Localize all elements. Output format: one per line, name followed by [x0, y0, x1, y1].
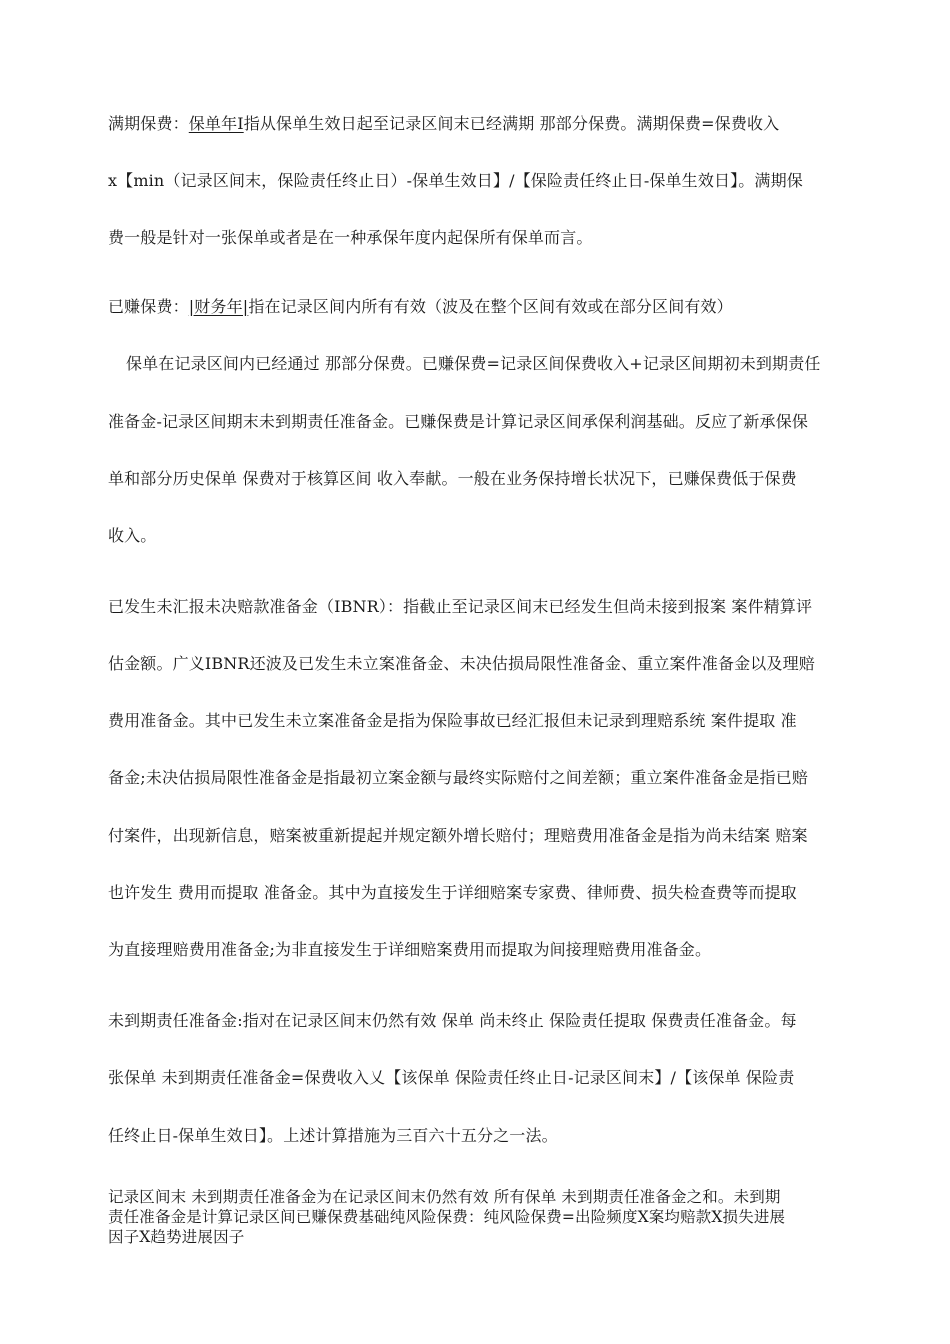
p4-line-1: 未到期责任准备金:指对在记录区间末仍然有效 保单 尚未终止 保险责任提取 保费责任准备金。每: [108, 1011, 797, 1030]
p3-line-3: 费用准备金。其中已发生未立案准备金是指为保险事故已经汇报但未记录到理赔系统 案件提取 准: [108, 711, 797, 730]
p5-line-1: 记录区间末 未到期责任准备金为在记录区间末仍然有效 所有保单 未到期责任准备金之和。未到期: [108, 1188, 781, 1206]
p3-line-4: 备金;未决估损局限性准备金是指最初立案金额与最终实际赔付之间差额；重立案件准备金是指已赔: [108, 768, 808, 787]
p3-line-7: 为直接理赔费用准备金;为非直接发生于详细赔案费用而提取为间接理赔费用准备金。: [108, 940, 712, 959]
p2-line-2: 保单在记录区间内已经通过 那部分保费。已赚保费=记录区间保费收入+记录区间期初未到期责任: [126, 354, 821, 373]
p2-line-1: [108, 297, 733, 317]
p3-line-1: 已发生未汇报未决赔款准备金（IBNR）：指截止至记录区间末已经发生但尚未接到报案 案件精算评: [108, 597, 813, 616]
p3-line-6: 也许发生 费用而提取 准备金。其中为直接发生于详细赔案专家费、律师费、损失检查费等而提取: [108, 883, 797, 902]
p1-line-1: [108, 114, 779, 134]
p1-line-2: x【min（记录区间末，保险责任终止日）-保单生效日】/【保险责任终止日-保单生效日】。满期保: [108, 171, 803, 190]
p2-line-5: 收入。: [108, 526, 157, 545]
p3-line-2: 估金额。广义IBNR还波及已发生未立案准备金、未决估损局限性准备金、重立案件准备金以及理赔: [108, 654, 815, 673]
p2-line-3: 准备金-记录区间期末未到期责任准备金。已赚保费是计算记录区间承保利润基础。反应了新承保保: [108, 412, 809, 431]
p4-line-2: 张保单 未到期责任准备金=保费收入乂【该保单 保险责任终止日-记录区间末】/【该保单 保险责: [108, 1068, 795, 1087]
p5-line-3: 因子X趋势进展因子: [108, 1228, 245, 1246]
term-manqi-baofei: 满期保费：: [108, 114, 189, 133]
term-yizhuan-baofei: 已赚保费：: [108, 297, 189, 316]
p5-line-2: 责任准备金是计算记录区间已赚保费基础纯风险保费：纯风险保费=出险频度X案均赔款X损失进展: [108, 1208, 786, 1226]
p1-line-3: 费一般是针对一张保单或者是在一种承保年度内起保所有保单而言。: [108, 228, 593, 247]
fiscal-year-link[interactable]: |财务年|: [188, 297, 249, 316]
p3-line-5: 付案件，出现新信息，赔案被重新提起并规定额外增长赔付；理赔费用准备金是指为尚未结案 赔案: [108, 826, 808, 845]
policy-year-link[interactable]: 保单年Ⅰ: [188, 114, 244, 133]
p2-line-4: 单和部分历史保单 保费对于核算区间 收入奉献。一般在业务保持增长状况下，已赚保费低于保费: [108, 469, 797, 488]
p2-line-1-text: 指在记录区间内所有有效（波及在整个区间有效或在部分区间有效）: [248, 297, 733, 316]
p4-line-3: 任终止日-保单生效日】。上述计算措施为三百六十五分之一法。: [108, 1126, 558, 1145]
p1-line-1-text: 指从保单生效日起至记录区间末已经满期 那部分保费。满期保费=保费收入: [243, 114, 780, 133]
